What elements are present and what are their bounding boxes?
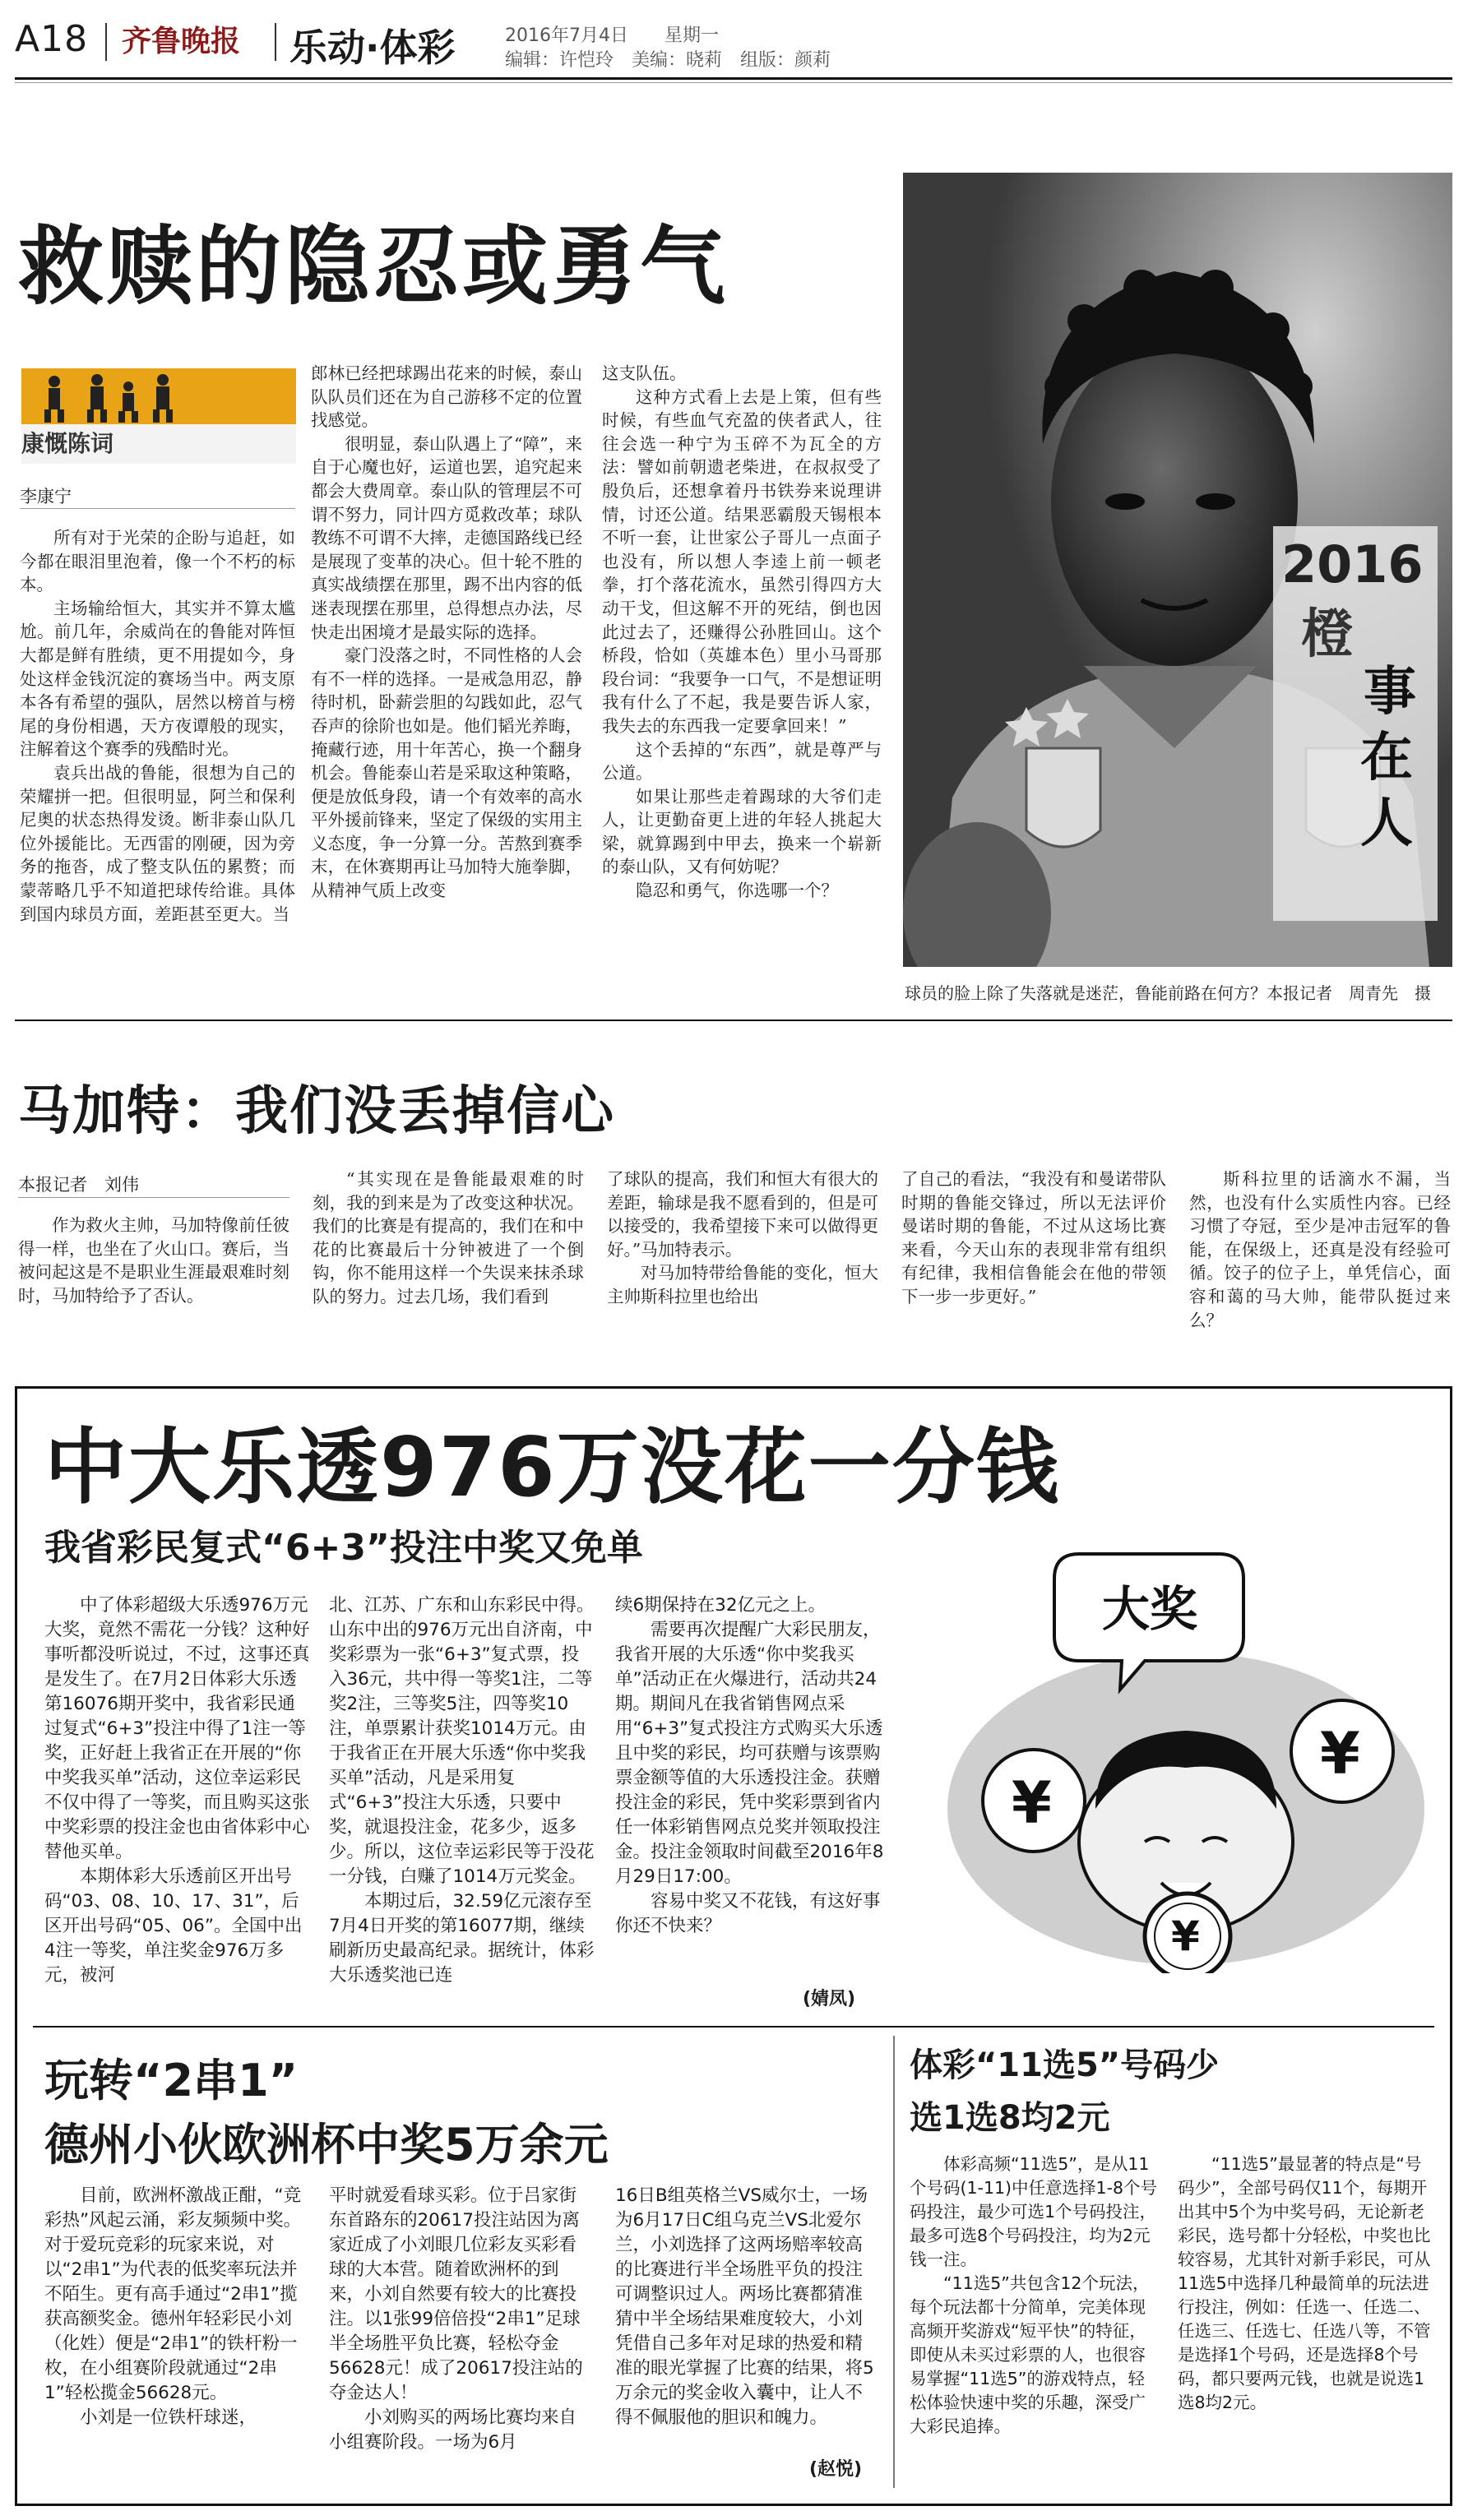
date: 2016年7月4日 (505, 25, 628, 46)
headline-euro-line2: 德州小伙欧洲杯中奖5万余元 (44, 2119, 609, 2171)
section-divider (15, 1020, 1452, 1021)
header-divider (105, 23, 107, 61)
photo-caption: 球员的脸上除了失落就是迷茫，鲁能前路在何方？本报记者 周青先 摄 (905, 983, 1431, 1003)
paragraph: 了自己的看法，“我没有和曼诺带队时期的鲁能交锋过，所以无法评价曼诺时期的鲁能，不过从这场比赛来看，今天山东的表现非常有组织有纪律，我相信鲁能会在他的带领下一步一步更好。” (901, 1169, 1166, 1306)
prize-cartoon (931, 1546, 1433, 1973)
column-name: 康慨陈词 (21, 430, 114, 457)
column-logo (21, 368, 296, 464)
headline-magath: 马加特：我们没丢掉信心 (18, 1081, 615, 1142)
date-line (505, 21, 719, 47)
paragraph: 小刘是一位铁杆球迷， (80, 2407, 257, 2428)
paragraph: 隐忍和勇气，你选哪一个？ (636, 881, 838, 901)
player-photo (903, 173, 1452, 967)
weekday: 星期一 (665, 25, 720, 46)
byline-rule (20, 508, 295, 509)
headline-main: 救赎的隐忍或勇气 (18, 216, 729, 317)
photo-badge-char: 事 (1364, 662, 1416, 723)
header-divider (275, 23, 276, 61)
headline-euro-line1: 玩转“2串1” (44, 2055, 299, 2106)
paragraph: 如果让那些走着踢球的大爷们走人，让更勤奋更上进的年轻人挑起大梁，就算踢到中甲去，换来一个崭新的泰山队，又有何妨呢？ (602, 786, 882, 877)
paragraph: “其实现在是鲁能最艰难的时刻，我的到来是为了改变这种状况。我们的比赛是有提高的，我们在和中花的比赛最后十分钟被进了一个倒钩，你不能用这样一个失误来抹杀球队的努力。过去几场，我们看到 (313, 1169, 584, 1306)
paragraph: 中了体彩超级大乐透976万元大奖，竟然不需花一分钱？这种好事听都没听说过，不过，这事还真是发生了。在7月2日体彩大乐透第16076期开奖中，我省彩民通过复式“6+3”投注中得了1注一等奖，正好赶上我省正在开展的“你中奖我买单”活动，这位幸运彩民不仅中得了一等奖，而且购买这张中奖彩票的投注金也由省体彩中心替他买单。 (44, 1595, 310, 1862)
photo-badge-char: 在 (1360, 728, 1413, 788)
paragraph: 斯科拉里的话滴水不漏，当然，也没有什么实质性内容。已经习惯了夺冠，至少是冲击冠军的鲁能，在保级上，还真是没有经验可循。饺子的位子上，单凭信心，面容和蔼的马大帅，能带队挺过来么？ (1189, 1169, 1451, 1330)
paragraph: 续6期保持在32亿元之上。 (615, 1595, 827, 1616)
article3-signature: (婧凤) (803, 1989, 856, 2009)
paragraph: 作为救火主帅，马加特像前任彼得一样，也坐在了火山口。赛后，当被问起这是不是职业生涯最艰难时刻时，马加特给予了否认。 (18, 1215, 289, 1306)
article2-col3 (607, 1168, 878, 1309)
paragraph: 这个丢掉的“东西”，就是尊严与公道。 (602, 739, 882, 784)
article4-col3 (615, 2184, 878, 2430)
article1-author: 李康宁 (20, 487, 72, 506)
cartoon-label: 大奖 (1102, 1581, 1198, 1637)
paragraph: 豪门没落之时，不同性格的人会有不一样的选择。一是戒急用忍，静待时机，卧薪尝胆的勾践如此，忍气吞声的徐阶也如是。他们韬光养晦，掩藏行迹，用十年苦心，换一个翻身机会。鲁能泰山若是采取这种策略，便是放低身段，请一个有效率的高水平外援前锋来，坚定了保级的实用主义态度，争一分算一分。苦熬到赛季末，在休赛期再让马加特大施拳脚，从精神气质上改变 (311, 645, 582, 901)
paragraph: 对马加特带给鲁能的变化，恒大主帅斯科拉里也给出 (607, 1263, 878, 1306)
article1-col1 (20, 526, 295, 926)
article3-col3 (615, 1593, 887, 1939)
article1-col3 (602, 362, 882, 903)
paragraph: 本期过后，32.59亿元滚存至7月4日开奖的第16077期，继续刷新历史最高纪录。据统计，体彩大乐透奖池已连 (329, 1891, 595, 1986)
paragraph: 郎林已经把球踢出花来的时候，泰山队队员们还在为自己游移不定的位置找感觉。 (311, 363, 582, 431)
paragraph: 小刘购买的两场比赛均来自小组赛阶段。一场为6月 (329, 2407, 577, 2453)
article3-col1 (44, 1593, 311, 1988)
coin-symbol: ¥ (1012, 1769, 1052, 1837)
lottery-divider (33, 2026, 1434, 2028)
article1-col2 (311, 362, 582, 903)
paragraph: “11选5”共包含12个玩法，每个玩法都十分简单，完美体现高频开奖游戏“短平快”的特征，即使从未买过彩票的人，也很容易掌握“11选5”的游戏特点，轻松体验快速中奖的乐趣，深受广大彩民追捧。 (910, 2273, 1150, 2436)
photo-badge-char: 人 (1360, 793, 1413, 854)
paragraph: 所有对于光荣的企盼与追赶，如今都在眼泪里泡着，像一个不朽的标本。 (20, 528, 295, 595)
article4-signature: (赵悦) (809, 2459, 863, 2480)
article2-col2 (313, 1168, 584, 1309)
paragraph: 袁兵出战的鲁能，很想为自己的荣耀拼一把。但很明显，阿兰和保利尼奥的状态热得发烫。断非泰山队几位外援能比。无西雷的刚硬，因为旁务的拖沓，成了整支队伍的累赘；而蒙蒂略几乎不知道把球传给谁。具体到国内球员方面，差距甚至更大。当 (20, 762, 295, 924)
coin-symbol: ¥ (1320, 1720, 1360, 1787)
headline-lottery: 中大乐透976万没花一分钱 (44, 1419, 1060, 1515)
paragraph: 16日B组英格兰VS威尔士，一场为6月17日C组乌克兰VS北爱尔兰，小刘选择了这两场赔率较高的比赛进行半全场胜平负的投注可调整识过人。两场比赛都猜准猜中半全场结果难度较大，小刘凭借自己多年对足球的热爱和精准的眼光掌握了比赛的结果，将5万余元的奖金收入囊中，让人不得不佩服他的胆识和魄力。 (615, 2185, 874, 2428)
paragraph: 这支队伍。 (602, 363, 687, 383)
article2-col1 (18, 1214, 289, 1307)
subheadline-lottery: 我省彩民复式“6+3”投注中奖又免单 (44, 1527, 643, 1569)
article5-col1 (910, 2152, 1160, 2439)
headline-11x5-line1: 体彩“11选5”号码少 (910, 2046, 1220, 2084)
paragraph: 平时就爱看球买彩。位于吕家街东首路东的20617投注站因为离家近成了小刘眼几位彩友买彩看球的大本营。随着欧洲杯的到来，小刘自然要有较大的比赛投注。以1张99倍倍投“2串1”足球半全场胜平负比赛，轻松夺金56628元！成了20617投注站的夺金达人！ (329, 2185, 583, 2403)
paragraph: 主场输给恒大，其实并不算太尴尬。前几年，余威尚在的鲁能对阵恒大都是鲜有胜绩，更不用提如今，身处这样金钱沉淀的赛场当中。两支原本各有希望的强队，居然以榜首与榜尾的身份相遇，天方夜谭般的现实，注解着这个赛季的残酷时光。 (20, 598, 295, 760)
photo-badge-char: 橙 (1301, 604, 1354, 665)
editors-line: 编辑：许恺玲 美编：晓莉 组版：颜莉 (505, 50, 831, 71)
paragraph: 很明显，泰山队遇上了“障”，来自于心魔也好，运道也罢，追究起来都会大费周章。泰山队的管理层不可谓不努力，同计四方觅救改革；球队教练不可谓不大摔，走德国路线已经是展现了变革的决心。但十轮不胜的真实战绩摆在那里，踢不出内容的低迷表现摆在那里，总得想点办法，尽快走出困境才是最实际的选择。 (311, 433, 582, 642)
header-rule-thin (15, 82, 1452, 83)
newspaper-logo: 齐鲁晚报 (122, 24, 241, 58)
column-divider (893, 2036, 895, 2488)
paragraph: 需要再次提醒广大彩民朋友，我省开展的大乐透“你中奖我买单”活动正在火爆进行，活动共24期。期间凡在我省销售网点采用“6+3”复式投注方式购买大乐透且中奖的彩民，均可获赠与该票购票金额等值的大乐透投注金。获赠投注金的彩民，凭中奖彩票到省内任一体彩销售网点兑奖并领取投注金。投注金领取时间截至2016年8月29日17:00。 (615, 1620, 884, 1887)
section-title: 乐动·体彩 (289, 25, 456, 70)
article5-col2 (1178, 2152, 1433, 2415)
paragraph: 北、江苏、广东和山东彩民中得。山东中出的976万元出自济南，中奖彩票为一张“6+3”复式票，投入36元，共中得一等奖1注，二等奖2注，三等奖5注，四等奖10注，单票累计获奖1014万元。由于我省正在开展大乐透“你中奖我买单”活动，凡是采用复式“6+3”投注大乐透，只要中奖，就退投注金，花多少，返多少。所以，这位幸运彩民等于没花一分钱，白赚了1014万元奖金。 (329, 1595, 595, 1887)
paragraph: 体彩高频“11选5”，是从11个号码(1-11)中任意选择1-8个号码投注，最少可选1个号码投注，最多可选8个号码投注，均为2元钱一注。 (910, 2154, 1158, 2269)
paragraph: 这种方式看上去是上策，但有些时候，有些血气充盈的侠者武人，往往会选一种宁为玉碎不为瓦全的方法：譬如前朝遗老柴进，在叔叔受了殷负后，还想拿着丹书铁券来说理讲情，讨还公道。结果恶霸殷天锡根本不听一套，让世家公子哥儿一点面子也没有，所以想人李逵上前一顿老拳，打个落花流水，虽然引得四方大动干戈，但这解不开的死结，倒也因此过去了，还赚得公孙胜回山。这个桥段，恰如（英雄本色）里小马哥那段台词：“我要争一口气，不是想证明我有什么了不起，我是要告诉人家，我失去的东西我一定要拿回来！” (602, 386, 882, 736)
paragraph: “11选5”最显著的特点是“号码少”，全部号码仅11个，每期开出其中5个为中奖号码，无论新老彩民，选号都十分轻松，中奖也比较容易，尤其针对新手彩民，可从11选5中选择几种最简单的玩法进行投注，例如：任选一、任选二、任选三、任选七、任选八等，不管是选择1个号码，还是选择8个号码，都只要两元钱，也就是说选1选8均2元。 (1178, 2154, 1431, 2412)
page-number: A18 (15, 18, 89, 60)
headline-11x5-line2: 选1选8均2元 (910, 2099, 1110, 2137)
paragraph: 了球队的提高，我们和恒大有很大的差距，输球是我不愿看到的，但是可以接受的，我希望接下来可以做得更好。”马加特表示。 (607, 1169, 878, 1260)
coin-symbol: ¥ (1171, 1912, 1200, 1960)
article2-col4 (901, 1168, 1166, 1309)
article4-col2 (329, 2184, 594, 2455)
article3-col2 (329, 1593, 595, 1988)
byline-rule (18, 1197, 289, 1198)
paragraph: 本期体彩大乐透前区开出号码“03、08、10、17、31”，后区开出号码“05、06”。全国中出4注一等奖，单注奖金976万多元，被河 (44, 1866, 303, 1986)
paragraph: 目前，欧洲杯激战正酣，“竞彩热”风起云涌，彩友频频中奖。对于爱玩竞彩的玩家来说，对以“2串1”为代表的低奖率玩法并不陌生。更有高手通过“2串1”揽获高额奖金。德州年轻彩民小刘（化姓）便是“2串1”的铁杆粉一枚，在小组赛阶段就通过“2串1”轻松揽金56628元。 (44, 2185, 302, 2403)
article2-author: 本报记者 刘伟 (18, 1175, 139, 1195)
paragraph: 容易中奖又不花钱，有这好事你还不快来？ (615, 1891, 881, 1936)
article4-col1 (44, 2184, 309, 2430)
header-rule (15, 77, 1452, 80)
photo-badge-year: 2016 (1281, 534, 1424, 594)
article2-col5 (1189, 1168, 1451, 1332)
